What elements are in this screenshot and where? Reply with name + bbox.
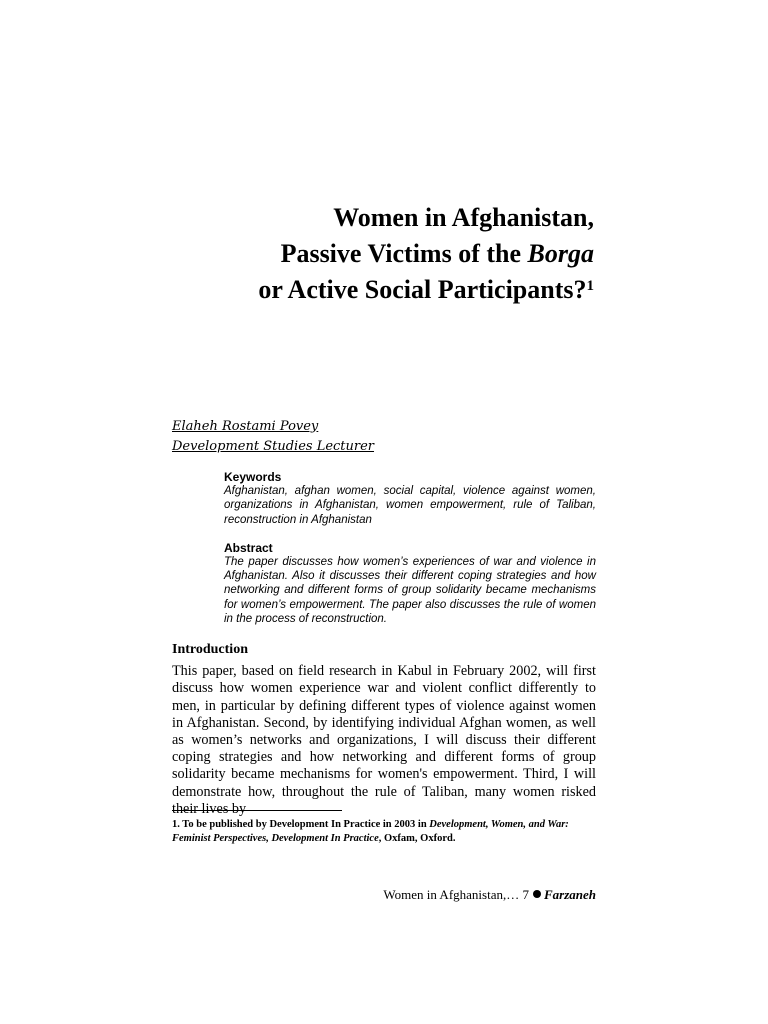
footnote: [172, 818, 596, 846]
title-line-1: Women in Afghanistan,: [333, 203, 594, 232]
bullet-icon: [533, 890, 541, 898]
author-role: Development Studies Lecturer: [172, 439, 375, 454]
footnote-divider: [172, 810, 342, 811]
running-title: Women in Afghanistan,… 7: [383, 887, 529, 902]
title-line-2: [94, 236, 594, 272]
footnote-italic-text: Development, Women, and War: Feminist Perspectives, Development In Practice: [172, 819, 569, 844]
keywords-abstract-block: [224, 470, 596, 626]
footnote-number: 1.: [172, 819, 180, 830]
author-block: [172, 417, 374, 457]
author-name: Elaheh Rostami Povey: [172, 419, 319, 434]
title-line-3-text: or Active Social Participants?: [258, 275, 587, 304]
abstract-heading: Abstract: [224, 540, 273, 555]
title-line-3: [94, 272, 594, 308]
abstract-text: The paper discusses how women’s experiences of war and violence in Afghanistan. Also it discusses their different coping strategies and how networking and different forms of group solidarity became mechanisms for women’s empowerment. The paper also discusses the rule of women in the process of reconstruction.: [224, 556, 596, 625]
title-line-2-italic: Borga: [527, 239, 594, 268]
introduction-section: [172, 641, 596, 818]
paper-title: [94, 200, 594, 308]
page-footer: [383, 886, 596, 904]
footnote-text: To be published by Development In Practice in 2003 in: [179, 819, 430, 830]
keywords-heading: Keywords: [224, 470, 282, 484]
introduction-heading: Introduction: [172, 642, 248, 657]
introduction-text: This paper, based on field research in Kabul in February 2002, will first discuss how women experience war and violent conflict differently to men, in particular by defining different types of violence against women in Afghanistan. Second, by identifying individual Afghan women, as well as women’s networks and organizations, I will discuss their different coping strategies and how networking and different forms of group solidarity became mechanisms for women's empowerment. Third, I will demonstrate how, throughout the rule of Taliban, many women risked their lives by: [172, 663, 596, 817]
footer-brand: Farzaneh: [543, 887, 596, 902]
title-footnote-mark: 1: [586, 278, 594, 294]
keywords-text: Afghanistan, afghan women, social capital, violence against women, organizations in Afghanistan, women empowerment, rule of Taliban, reconstruction in Afghanistan: [224, 485, 596, 526]
title-line-2-text: Passive Victims of the: [280, 239, 528, 268]
footnote-text-end: , Oxfam, Oxford.: [378, 833, 456, 844]
